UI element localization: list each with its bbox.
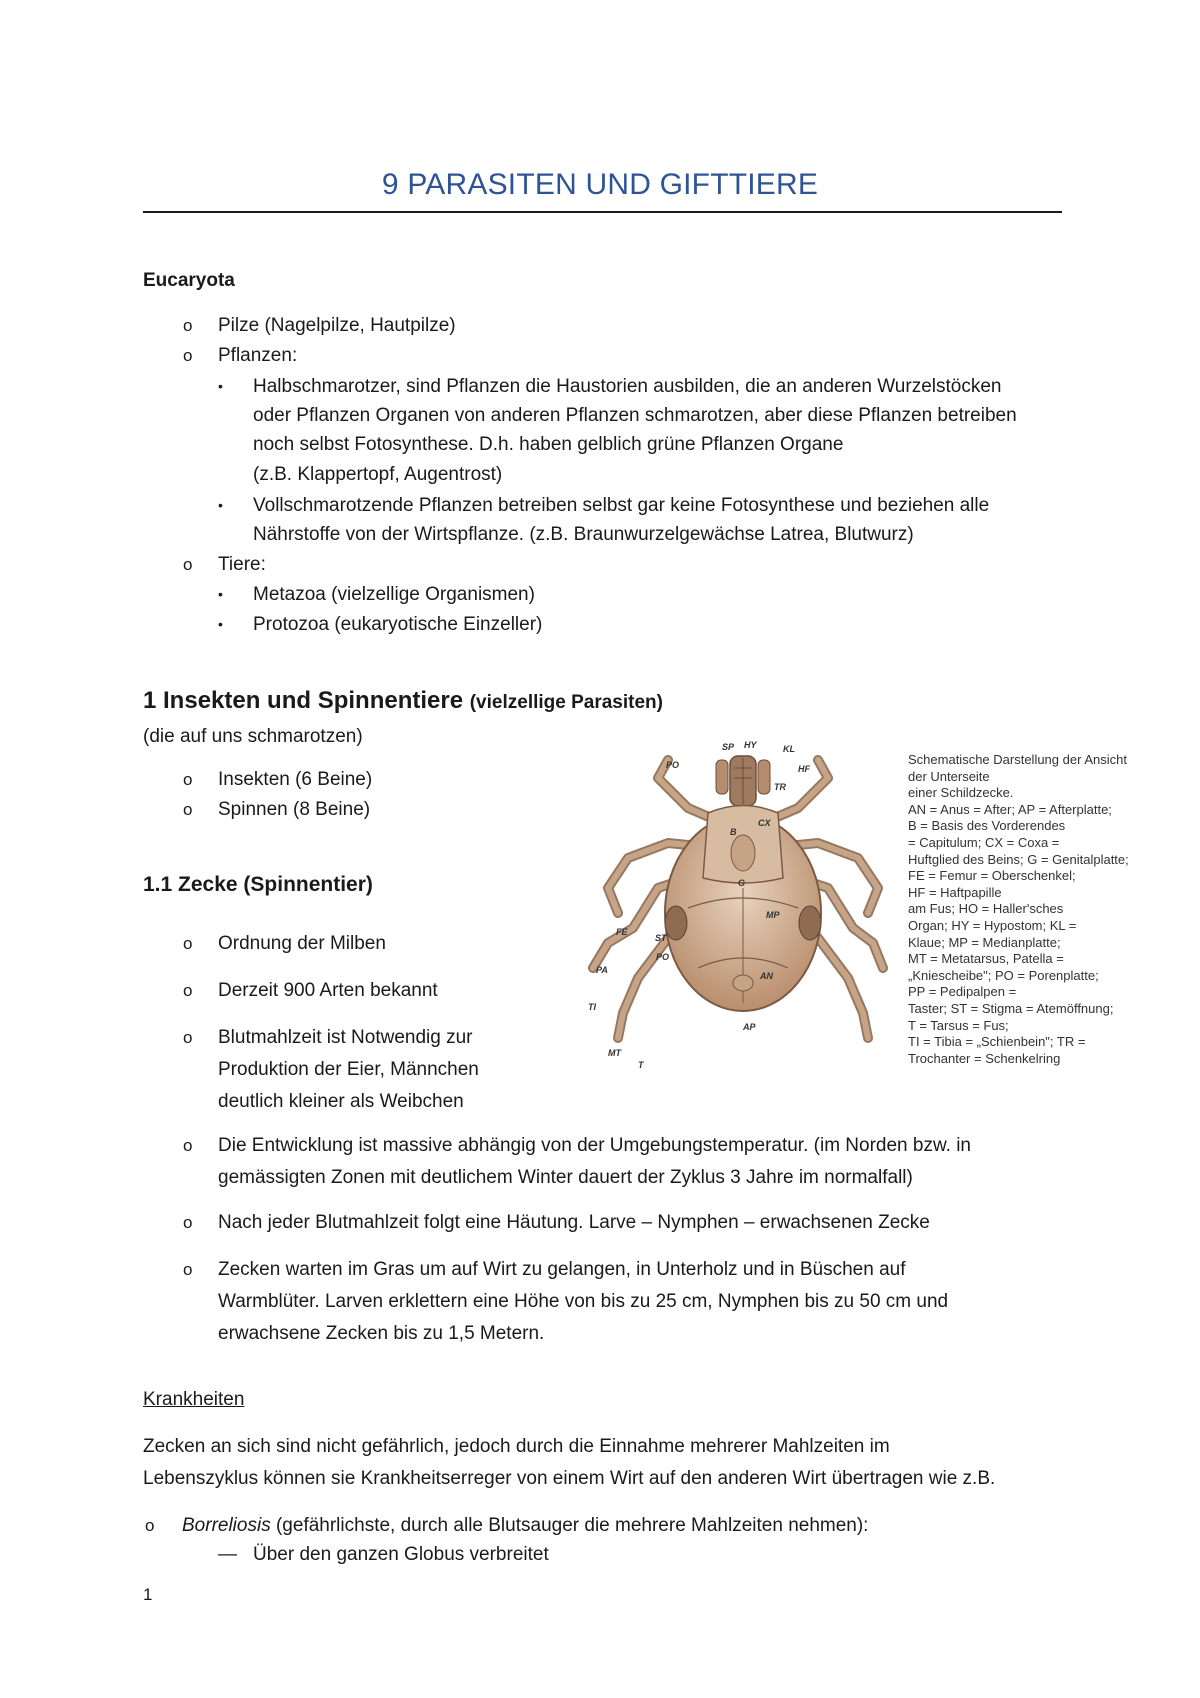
label-hy: HY [744,740,757,750]
bullet-o: o [183,1136,193,1155]
list-item: oder Pflanzen Organen von anderen Pflanzen schmarotzen, aber diese Pflanzen betreiben [253,405,1017,426]
label-b: B [730,827,737,837]
disease-name: Borreliosis [182,1515,271,1536]
legend-line: PP = Pedipalpen = [908,984,1017,1000]
bullet-o: o [183,800,193,819]
bullet-dot: • [218,378,223,394]
legend-line: T = Tarsus = Fus; [908,1017,1009,1033]
bullet-o: o [183,1213,193,1232]
label-ap: AP [743,1022,756,1032]
krankheiten-paragraph-line: Zecken an sich sind nicht gefährlich, jedoch durch die Einnahme mehrerer Mahlzeiten im [143,1436,890,1457]
bullet-o: o [183,981,193,1000]
list-item: Warmblüter. Larven erklettern eine Höhe von bis zu 25 cm, Nymphen bis zu 50 cm und [218,1291,949,1312]
legend-line: Trochanter = Schenkelring [908,1050,1061,1066]
bullet-o: o [183,934,193,953]
label-hf: HF [798,764,810,774]
legend-line: Organ; HY = Hypostom; KL = [908,917,1077,933]
list-item: noch selbst Fotosynthese. D.h. haben gelblich grüne Pflanzen Organe [253,434,844,455]
page-title: 9 PARASITEN UND GIFTTIERE [381,168,819,201]
list-item: Halbschmarotzer, sind Pflanzen die Haustorien ausbilden, die an anderen Wurzelstöcken [253,376,1002,397]
list-item: Spinnen (8 Beine) [218,799,371,820]
bullet-o: o [183,770,193,789]
legend-line: Klaue; MP = Medianplatte; [908,934,1061,950]
bullet-o: o [183,346,193,365]
section-heading-1-main: 1 Insekten und Spinnentiere [143,687,464,714]
list-item: Ordnung der Milben [218,933,386,954]
list-item: Pflanzen: [218,345,298,366]
title-underline-rule [143,211,1062,213]
section-heading-1 [143,687,663,715]
list-item: Nährstoffe von der Wirtspflanze. (z.B. Braunwurzelgewächse Latrea, Blutwurz) [253,524,914,545]
list-item: Metazoa (vielzellige Organismen) [253,584,535,605]
page-number: 1 [143,1585,153,1604]
legend-line: B = Basis des Vorderendes [908,818,1066,834]
label-tr: TR [774,782,786,792]
label-kl: KL [783,744,795,754]
legend-line: einer Schildzecke. [908,785,1014,801]
legend-line: Taster; ST = Stigma = Atemöffnung; [908,1000,1114,1016]
legend-line: FE = Femur = Oberschenkel; [908,868,1076,884]
list-item: Über den ganzen Globus verbreitet [253,1544,549,1565]
section-subline: (die auf uns schmarotzen) [143,726,363,747]
list-item: erwachsene Zecken bis zu 1,5 Metern. [218,1323,545,1344]
legend-line: Schematische Darstellung der Ansicht [908,752,1127,767]
legend-line: AN = Anus = After; AP = Afterplatte; [908,801,1112,817]
figure-legend [908,752,1129,1067]
list-item: Pilze (Nagelpilze, Hautpilze) [218,315,456,336]
legend-line: = Capitulum; CX = Coxa = [908,834,1060,850]
label-fe: FE [616,927,628,937]
legend-line: „Kniescheibe"; PO = Porenplatte; [908,967,1099,983]
bullet-dot: • [218,586,223,602]
label-an: AN [760,971,773,981]
label-po: PO [656,952,670,962]
list-item: Die Entwicklung ist massive abhängig von der Umgebungstemperatur. (im Norden bzw. in [218,1135,971,1156]
bullet-dot: • [218,616,223,632]
bullet-o: o [183,555,193,574]
section-heading-1-sub: (vielzellige Parasiten) [469,692,663,713]
legend-line: MT = Metatarsus, Patella = [908,951,1064,967]
tick-diagram-image [578,738,908,1078]
eucaryota-heading: Eucaryota [143,270,235,291]
list-item: Zecken warten im Gras um auf Wirt zu gelangen, in Unterholz und in Büschen auf [218,1259,906,1280]
bullet-o: o [183,1028,193,1047]
bullet-o: o [145,1516,155,1535]
label-mp: MP [766,910,780,920]
krankheiten-paragraph-line: Lebenszyklus können sie Krankheitserreger von einem Wirt auf den anderen Wirt übertragen wie z.B. [143,1468,996,1489]
bullet-o: o [183,316,193,335]
list-item: Produktion der Eier, Männchen [218,1059,479,1080]
bullet-o: o [183,1260,193,1279]
legend-line: am Fus; HO = Haller'sches [908,901,1064,917]
label-st: ST [655,933,667,943]
label-ti: TI [588,1002,596,1012]
list-item: Tiere: [218,554,266,575]
label-cx: CX [758,818,771,828]
list-item: Nach jeder Blutmahlzeit folgt eine Häutung. Larve – Nymphen – erwachsenen Zecke [218,1212,930,1233]
list-item: Derzeit 900 Arten bekannt [218,980,438,1001]
list-item: Insekten (6 Beine) [218,769,373,790]
label-t: T [638,1060,644,1070]
dash-bullet: — [218,1544,237,1565]
krankheiten-heading: Krankheiten [143,1389,245,1410]
legend-line: TI = Tibia = „Schienbein"; TR = [908,1034,1086,1050]
list-item: gemässigten Zonen mit deutlichem Winter dauert der Zyklus 3 Jahre im normalfall) [218,1167,913,1188]
label-g: G [738,878,746,888]
list-item [182,1511,868,1540]
label-sp: SP [722,742,735,752]
tick-figure [578,738,1148,1078]
tick-capitulum [716,756,770,806]
label-po-top: PO [666,760,680,770]
legend-line: der Unterseite [908,768,990,784]
list-item: Vollschmarotzende Pflanzen betreiben selbst gar keine Fotosynthese und beziehen alle [253,495,990,516]
list-item: deutlich kleiner als Weibchen [218,1091,464,1112]
legend-line: Huftglied des Beins; G = Genitalplatte; [908,851,1129,867]
section-heading-1-1: 1.1 Zecke (Spinnentier) [143,873,373,896]
list-item: Blutmahlzeit ist Notwendig zur [218,1027,473,1048]
label-mt: MT [608,1048,621,1058]
bullet-dot: • [218,497,223,513]
legend-line: HF = Haftpapille [908,884,1002,900]
tick-body [665,806,821,1012]
label-pa: PA [596,965,608,975]
list-item: (z.B. Klappertopf, Augentrost) [253,464,503,485]
disease-description: (gefährlichste, durch alle Blutsauger die mehrere Mahlzeiten nehmen): [275,1515,869,1536]
list-item: Protozoa (eukaryotische Einzeller) [253,614,543,635]
